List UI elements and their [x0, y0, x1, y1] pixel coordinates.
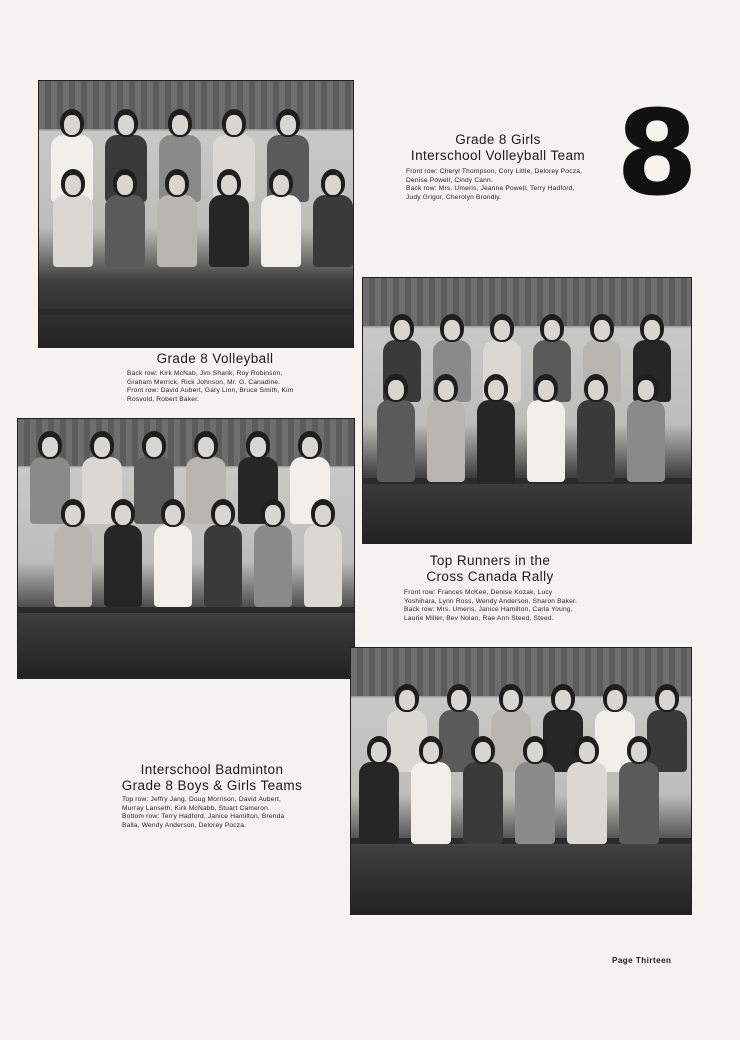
person-figure: [309, 169, 354, 269]
girls-volleyball-names: [406, 168, 590, 202]
person-figure: [407, 736, 455, 846]
volleyball-title: Grade 8 Volleyball: [156, 351, 274, 366]
person-figure: [563, 736, 611, 846]
girls-volleyball-title-line1: Grade 8 Girls: [455, 132, 541, 147]
person-figure: [150, 499, 196, 609]
person-figure: [373, 374, 419, 484]
person-figure: [250, 499, 296, 609]
photo-top-runners: [17, 418, 355, 679]
badminton-title: [112, 762, 312, 794]
photo-badminton-teams: [350, 647, 692, 915]
volleyball-back-row: Back row: Kirk McNab, Jim Shank, Roy Robinson, Graham Merrick, Rick Johnson, Mr. G. Canadine.: [127, 370, 283, 386]
badminton-names: [122, 796, 302, 830]
runners-title-line2: Cross Canada Rally: [426, 569, 554, 584]
runners-title: [400, 553, 580, 585]
person-figure: [615, 736, 663, 846]
person-figure: [511, 736, 559, 846]
person-figure: [355, 736, 403, 846]
volleyball-front-row: Front row: David Aubert, Gary Linn, Bruce Smith, Kim Rosvold, Robert Baker.: [127, 387, 294, 403]
runners-title-line1: Top Runners in the: [429, 553, 551, 568]
person-figure: [49, 169, 97, 269]
person-figure: [573, 374, 619, 484]
person-figure: [50, 499, 96, 609]
page-number-label: Page Thirteen: [612, 956, 672, 965]
person-figure: [523, 374, 569, 484]
person-figure: [205, 169, 253, 269]
girls-volleyball-front-row: Front row: Cheryl Thompson, Cory Little, Delorey Pocza, Denise Powell, Cindy Cann.: [406, 168, 583, 184]
photo-boys-volleyball-team: [362, 277, 692, 544]
grade-number-graphic: 8: [615, 84, 699, 222]
person-figure: [257, 169, 305, 269]
person-figure: [200, 499, 246, 609]
person-figure: [459, 736, 507, 846]
person-figure: [473, 374, 519, 484]
girls-volleyball-title-line2: Interschool Volleyball Team: [410, 148, 586, 163]
girls-volleyball-back-row: Back row: Mrs. Umeris, Jeanne Powell, Terry Hadford, Judy Grigor, Cherolyn Brondly.: [406, 185, 575, 201]
person-figure: [100, 499, 146, 609]
badminton-title-line2: Grade 8 Boys & Girls Teams: [121, 778, 303, 793]
girls-volleyball-title: [398, 132, 598, 164]
badminton-top-row: Top row: Jeffry Jang, Doug Morrison, David Aubert, Murray Lanseth, Kirk McNabb, Stuart Cameron.: [122, 796, 282, 812]
person-figure: [153, 169, 201, 269]
runners-front-row: Front row: Frances McKee, Denise Kozak, Lucy Yoshihara, Lynn Ross, Wendy Anderson, Sharon Baker.: [404, 589, 578, 605]
runners-back-row: Back row: Mrs. Umeris, Janice Hamilton, Carla Young, Laurie Miller, Bev Nolan, Rae Ann Steed, Steed.: [404, 606, 573, 622]
photo-girls-volleyball-team: [38, 80, 354, 348]
person-figure: [101, 169, 149, 269]
person-figure: [623, 374, 669, 484]
badminton-title-line1: Interschool Badminton: [140, 762, 284, 777]
person-figure: [423, 374, 469, 484]
runners-names: [404, 589, 584, 623]
badminton-bottom-row: Bottom row: Terry Hadford, Janice Hamilton, Brenda Balla, Wendy Anderson, Delorey Pocza.: [122, 813, 285, 829]
volleyball-names: [127, 370, 303, 404]
person-figure: [300, 499, 346, 609]
